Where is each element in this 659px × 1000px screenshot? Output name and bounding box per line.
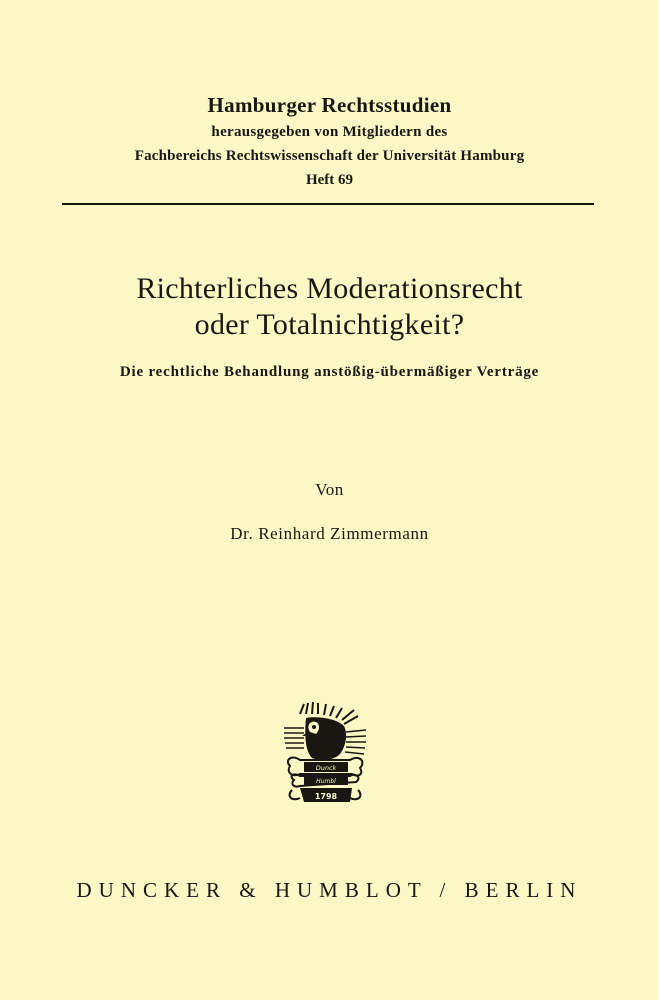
book-title xyxy=(0,271,659,343)
series-volume: Heft 69 xyxy=(305,172,354,188)
author-name: Dr. Reinhard Zimmermann xyxy=(230,524,429,543)
book-title-line-2: oder Totalnichtigkeit? xyxy=(194,308,465,341)
book-subtitle: Die rechtliche Behandlung anstößig-übermäßiger Verträge xyxy=(119,364,540,380)
logo-ribbon-text-2: Humbl xyxy=(316,778,336,785)
series-editors-line: herausgegeben von Mitgliedern des xyxy=(211,124,448,140)
logo-ribbon-text-1: Dunck xyxy=(315,764,337,772)
publisher-eagle-logo-icon xyxy=(282,702,368,806)
logo-year-text: 1798 xyxy=(314,792,338,801)
publisher-imprint: DUNCKER & HUMBLOT / BERLIN xyxy=(76,878,583,902)
divider-rule xyxy=(62,203,594,205)
book-title-line-1: Richterliches Moderationsrecht xyxy=(136,272,523,305)
by-label: Von xyxy=(315,480,344,499)
series-title: Hamburger Rechtsstudien xyxy=(207,93,452,117)
series-faculty-line: Fachbereichs Rechtswissenschaft der Universität Hamburg xyxy=(134,148,525,164)
